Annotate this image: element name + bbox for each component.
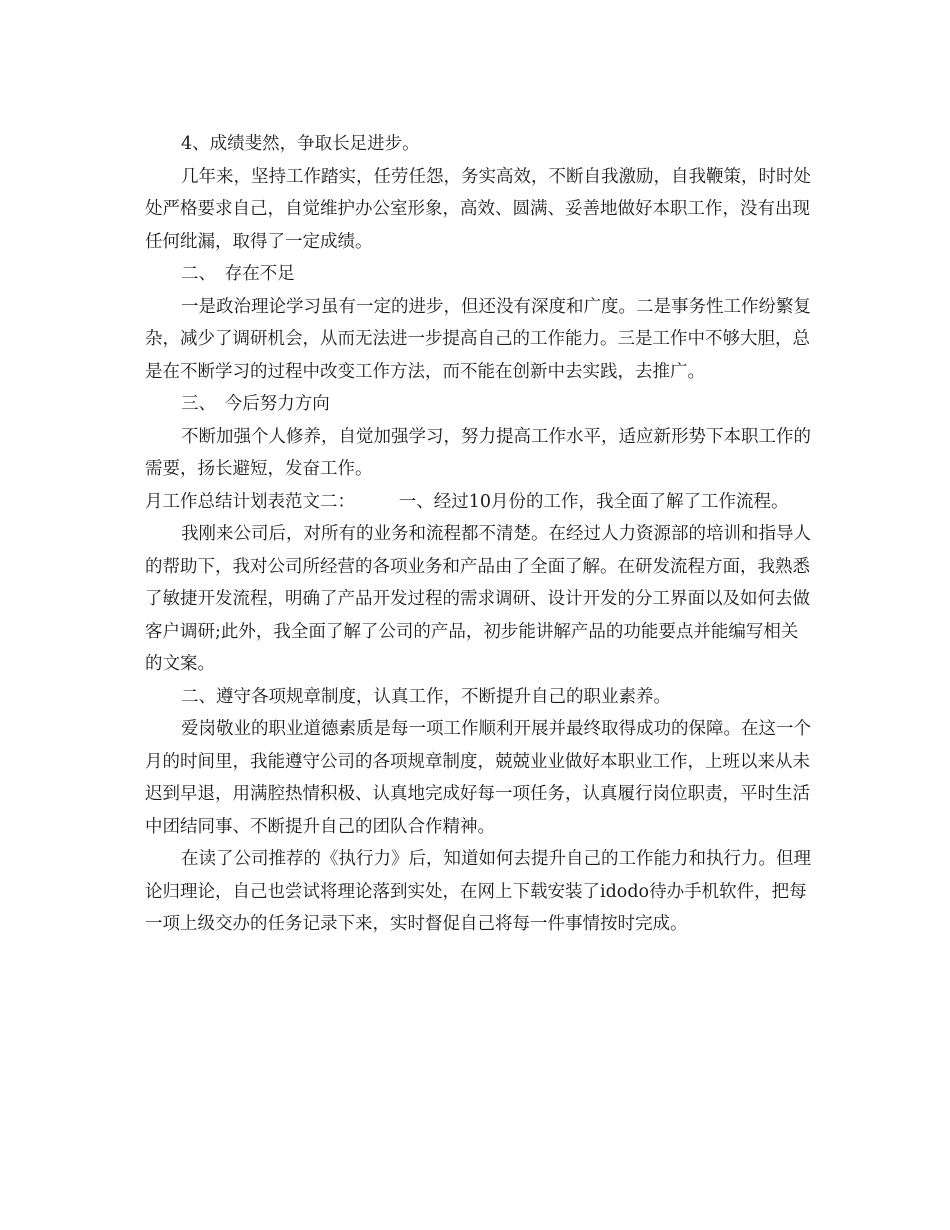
paragraph-achievement-body: 几年来，坚持工作踏实，任劳任怨，务实高效，不断自我激励，自我鞭策，时时处处严格要求自己，自觉维护办公室形象，高效、圆满、妥善地做好本职工作，没有出现任何纰漏，取得了一定成绩。 xyxy=(145,166,811,252)
paragraph-achievement-heading: 4、成绩斐然，争取长足进步。 xyxy=(181,134,420,154)
paragraph-direction-body: 不断加强个人修养，自觉加强学习，努力提高工作水平，适应新形势下本职工作的需要，扬长避短，发奋工作。 xyxy=(145,426,811,479)
paragraph-direction-heading: 三、 今后努力方向 xyxy=(181,394,330,414)
paragraph-shortcomings-body: 一是政治理论学习虽有一定的进步，但还没有深度和广度。二是事务性工作纷繁复杂，减少了调研机会，从而无法进一步提高自己的工作能力。三是工作中不够大胆，总是在不断学习的过程中改变工作方法，而不能在创新中去实践，去推广。 xyxy=(145,296,811,382)
paragraph-rules-body: 爱岗敬业的职业道德素质是每一项工作顺利开展并最终取得成功的保障。在这一个月的时间里，我能遵守公司的各项规章制度，兢兢业业做好本职业工作，上班以来从未迟到早退，用满腔热情积极、认真地完成好每一项任务，认真履行岗位职责，平时生活中团结同事、不断提升自己的团队合作精神。 xyxy=(145,719,811,837)
document-body xyxy=(145,128,815,941)
paragraph-sample-two-title: 月工作总结计划表范文二： 一、经过10月份的工作，我全面了解了工作流程。 xyxy=(145,491,789,512)
paragraph-rules-heading: 二、遵守各项规章制度，认真工作，不断提升自己的职业素养。 xyxy=(181,686,671,707)
paragraph-workflow-body: 我刚来公司后，对所有的业务和流程都不清楚。在经过人力资源部的培训和指导人的帮助下，我对公司所经营的各项业务和产品由了全面了解。在研发流程方面，我熟悉了敏捷开发流程，明确了产品开发过程的需求调研、设计开发的分工界面以及如何去做客户调研;此外，我全面了解了公司的产品，初步能讲解产品的功能要点并能编写相关的文案。 xyxy=(145,524,811,674)
paragraph-shortcomings-heading: 二、 存在不足 xyxy=(181,264,295,284)
paragraph-execution-body: 在读了公司推荐的《执行力》后，知道如何去提升自己的工作能力和执行力。但理论归理论，自己也尝试将理论落到实处，在网上下载安装了idodo待办手机软件，把每一项上级交办的任务记录下来，实时督促自己将每一件事情按时完成。 xyxy=(145,849,811,934)
